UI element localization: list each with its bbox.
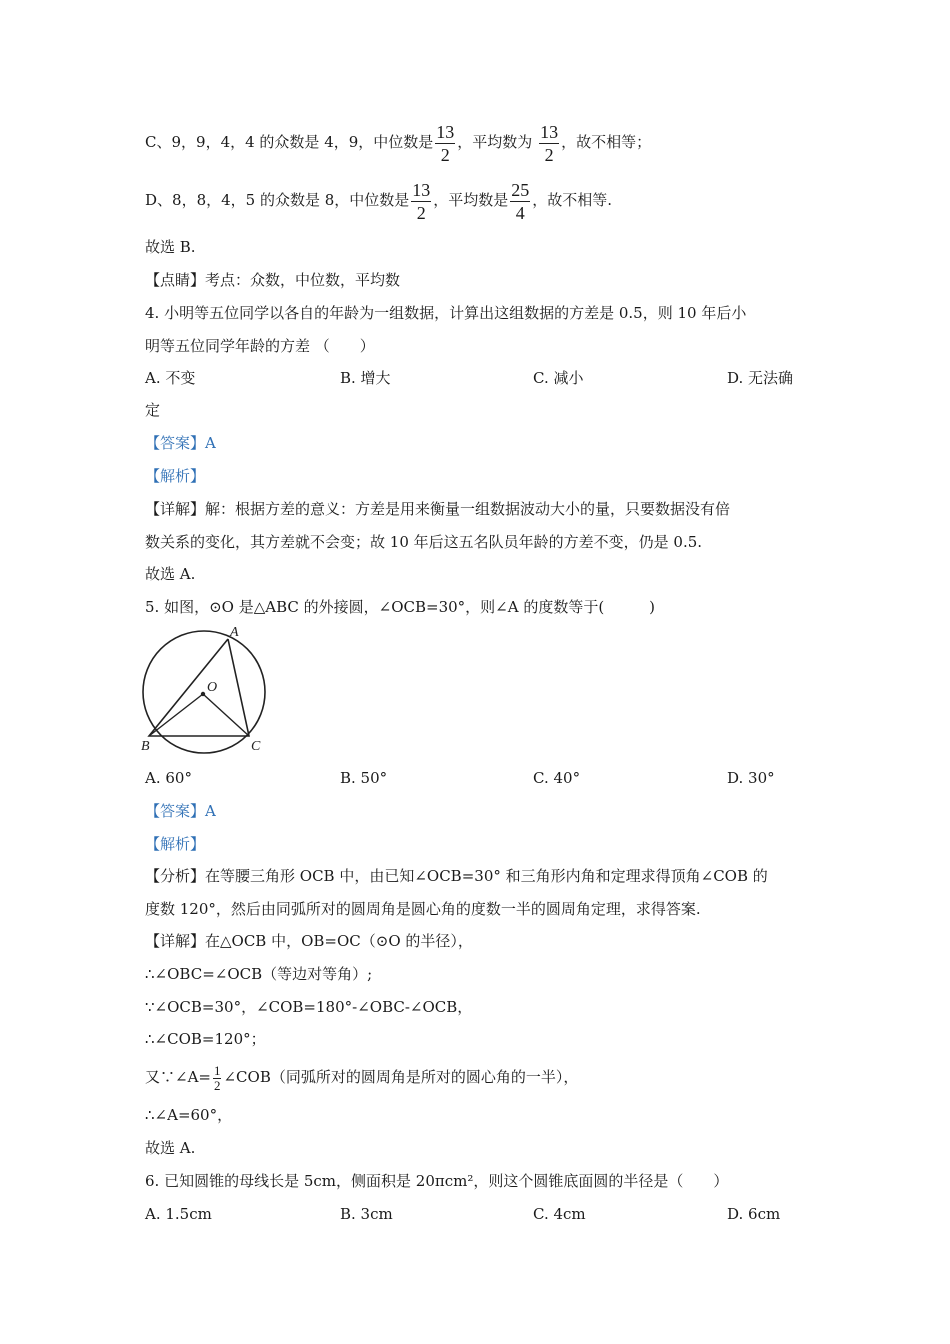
q5-detail-line1: 【详解】在△OCB 中，OB=OC（⊙O 的半径）， xyxy=(145,932,473,950)
fraction xyxy=(411,179,431,224)
q5-detail-line5 xyxy=(145,1057,578,1097)
numerator: 13 xyxy=(436,121,455,142)
numerator: 25 xyxy=(511,179,530,200)
q6-option-a: A. 1.5cm xyxy=(145,1205,212,1223)
denominator: 2 xyxy=(213,1077,221,1093)
fraction-half xyxy=(213,1064,222,1093)
text: ∠COB（同弧所对的圆周角是所对的圆心角的一半）， xyxy=(223,1068,579,1086)
q6-option-d: D. 6cm xyxy=(727,1205,781,1223)
q5-option-d: D. 30° xyxy=(727,769,775,787)
text: 又∵∠A= xyxy=(145,1068,211,1086)
q4-detail-line2: 数关系的变化，其方差就不会变；故 10 年后这五名队员年龄的方差不变，仍是 0.5. xyxy=(145,533,703,551)
q6-stem: 6. 已知圆锥的母线长是 5cm，侧面积是 20πcm²，则这个圆锥底面圆的半径是（ ） xyxy=(145,1172,729,1190)
q4-option-d-wrap: 定 xyxy=(145,401,161,419)
option-c-explanation xyxy=(145,117,651,167)
q4-choose: 故选 A. xyxy=(145,565,196,583)
fraction xyxy=(539,121,559,166)
q4-answer: 【答案】A xyxy=(145,434,216,452)
fraction xyxy=(510,179,530,224)
q3-choose: 故选 B. xyxy=(145,238,196,256)
segment-ob xyxy=(149,694,203,736)
denominator: 2 xyxy=(544,144,554,165)
circle-triangle-figure xyxy=(140,624,270,754)
q5-analysis-line1: 【分析】在等腰三角形 OCB 中，由已知∠OCB=30° 和三角形内角和定理求得顶角∠COB 的 xyxy=(145,867,768,885)
numerator: 13 xyxy=(540,121,559,142)
q4-analysis-heading: 【解析】 xyxy=(145,467,206,485)
q5-analysis-heading: 【解析】 xyxy=(145,835,206,853)
q6-option-b: B. 3cm xyxy=(340,1205,393,1223)
label-b: B xyxy=(141,739,150,754)
denominator: 2 xyxy=(416,202,426,223)
text: ，平均数是 xyxy=(433,191,509,209)
label-c: C xyxy=(251,739,261,754)
q5-detail-line6: ∴∠A=60°， xyxy=(145,1106,233,1124)
q5-option-c: C. 40° xyxy=(533,769,581,787)
label-a: A xyxy=(230,625,239,640)
denominator: 4 xyxy=(515,202,525,223)
option-d-explanation xyxy=(145,175,612,225)
q5-detail-line3: ∵∠OCB=30°，∠COB=180°-∠OBC-∠OCB， xyxy=(145,998,473,1016)
text: D、8，8，4，5 的众数是 8，中位数是 xyxy=(145,191,410,209)
fraction xyxy=(435,121,455,166)
q4-option-a: A. 不变 xyxy=(145,369,196,387)
text: C、9，9，4，4 的众数是 4，9，中位数是 xyxy=(145,133,434,151)
q5-detail-line4: ∴∠COB=120°； xyxy=(145,1030,266,1048)
q4-stem-line1: 4. 小明等五位同学以各自的年龄为一组数据，计算出这组数据的方差是 0.5，则 10 年后小 xyxy=(145,304,747,322)
q5-option-b: B. 50° xyxy=(340,769,388,787)
q5-analysis-line2: 度数 120°，然后由同弧所对的圆周角是圆心角的度数一半的圆周角定理，求得答案. xyxy=(145,900,701,918)
q4-option-d: D. 无法确 xyxy=(727,369,794,387)
q4-option-c: C. 减小 xyxy=(533,369,584,387)
q3-point: 【点睛】考点：众数，中位数，平均数 xyxy=(145,271,401,289)
text: ，平均数为 xyxy=(457,133,533,151)
q4-stem-line2: 明等五位同学年龄的方差 （ ） xyxy=(145,337,375,355)
numerator: 13 xyxy=(412,179,431,200)
q6-option-c: C. 4cm xyxy=(533,1205,586,1223)
q5-choose: 故选 A. xyxy=(145,1139,196,1157)
q5-stem: 5. 如图，⊙O 是△ABC 的外接圆，∠OCB=30°，则∠A 的度数等于( ) xyxy=(145,598,656,616)
segment-oc xyxy=(203,694,249,736)
denominator: 2 xyxy=(440,144,450,165)
numerator: 1 xyxy=(213,1062,221,1078)
q4-option-b: B. 增大 xyxy=(340,369,391,387)
center-point xyxy=(201,692,205,696)
q5-detail-line2: ∴∠OBC=∠OCB（等边对等角）; xyxy=(145,965,373,983)
label-o: O xyxy=(207,680,218,695)
q5-answer: 【答案】A xyxy=(145,802,216,820)
q5-option-a: A. 60° xyxy=(145,769,192,787)
text: ，故不相等； xyxy=(561,133,652,151)
q4-detail-line1: 【详解】解：根据方差的意义：方差是用来衡量一组数据波动大小的量，只要数据没有倍 xyxy=(145,500,731,518)
text: ，故不相等. xyxy=(532,191,613,209)
